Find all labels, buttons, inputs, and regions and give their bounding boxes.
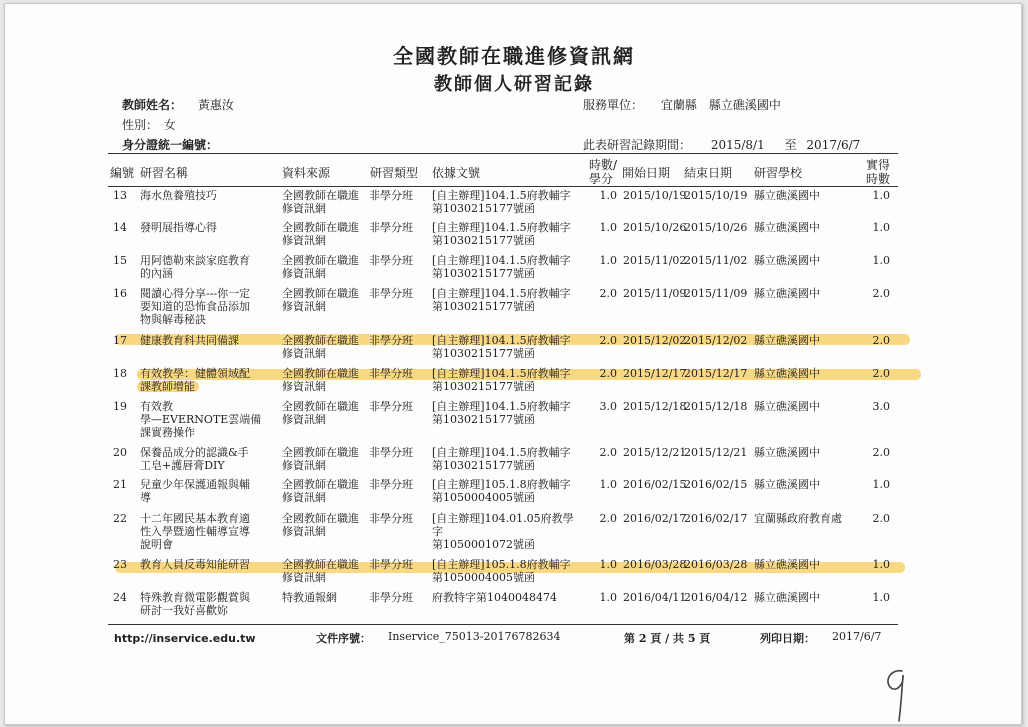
record-title: [140, 478, 278, 504]
record-source-line: 修資訊網: [282, 300, 326, 313]
record-type: 非學分班: [369, 446, 413, 459]
record-doc-number-line: 第1030215177號函: [432, 300, 535, 313]
record-doc-number-line: 第1050004005號函: [432, 491, 535, 504]
record-earned-hours: 1.0: [872, 478, 890, 491]
record-title-line: 海水魚養殖技巧: [140, 189, 217, 202]
footer-rule: [108, 624, 898, 625]
record-type: 非學分班: [369, 400, 413, 413]
service-unit: [583, 96, 781, 113]
record-source: [282, 189, 366, 215]
period-to: 2017/6/7: [806, 138, 861, 152]
record-source-line: 修資訊網: [282, 571, 326, 584]
col-header-earned: [866, 158, 890, 186]
record-start-date: 2015/11/09: [623, 287, 687, 300]
record-doc-number-line: 第1030215177號函: [432, 413, 535, 426]
record-title-line: 十二年國民基本教育適: [140, 512, 250, 525]
record-title: [140, 591, 278, 617]
record-end-date: 2016/02/15: [684, 478, 748, 491]
record-start-date: 2015/12/18: [623, 400, 687, 413]
record-end-date: 2015/10/26: [684, 221, 748, 234]
record-number: 23: [113, 558, 127, 571]
record-source: [282, 558, 366, 584]
record-doc-number-line: [自主辦理]104.1.5府教輔字: [432, 189, 571, 202]
record-doc-number-line: 第1030215177號函: [432, 380, 535, 393]
record-doc-number-line: [自主辦理]104.1.5府教輔字: [432, 334, 571, 347]
record-title: [140, 221, 278, 234]
record-earned-hours: 2.0: [872, 287, 890, 300]
record-doc-number: [432, 512, 582, 551]
record-title-line: 物與解毒秘訣: [140, 313, 206, 326]
record-start-date: 2015/12/21: [623, 446, 687, 459]
record-source-line: 全國教師在職進: [282, 512, 359, 525]
record-title: [140, 254, 278, 280]
record-doc-number: [432, 221, 582, 247]
record-title-line: 課實務操作: [140, 426, 195, 439]
record-hours: 2.0: [599, 446, 617, 459]
record-hours: 1.0: [599, 591, 617, 604]
record-earned-hours: 2.0: [872, 367, 890, 380]
col-header-school: 研習學校: [754, 166, 803, 180]
record-number: 24: [113, 591, 127, 604]
period-label: 此表研習記錄期間：: [583, 138, 692, 152]
record-school: 縣立礁溪國中: [754, 189, 820, 202]
record-doc-number-line: 第1030215177號函: [432, 459, 535, 472]
record-school: 縣立礁溪國中: [754, 591, 820, 604]
record-title-line: 教育人員反毒知能研習: [140, 558, 250, 571]
record-source-line: 全國教師在職進: [282, 189, 359, 202]
record-title-line: 有效教學：健體領域配: [140, 367, 250, 380]
record-title-line: 要知道的恐怖食品添加: [140, 300, 250, 313]
record-doc-number-line: 第1030215177號函: [432, 234, 535, 247]
col-header-hours-line1: 時數/: [589, 158, 618, 172]
record-source-line: 修資訊網: [282, 525, 326, 538]
record-title-line: 健康教育科共同備課: [140, 334, 239, 347]
record-title: [140, 189, 278, 202]
record-source-line: 修資訊網: [282, 267, 326, 280]
record-hours: 2.0: [599, 334, 617, 347]
record-end-date: 2015/10/19: [684, 189, 748, 202]
record-title-line: 性入學暨適性輔導宣導: [140, 525, 250, 538]
record-doc-number-line: 第1050001072號函: [432, 538, 535, 551]
record-end-date: 2015/12/18: [684, 400, 748, 413]
record-number: 16: [113, 287, 127, 300]
record-school: 縣立礁溪國中: [754, 558, 820, 571]
header-bottom-rule: [108, 186, 898, 187]
record-source: [282, 400, 366, 426]
record-title-line: 閱讀心得分享---你一定: [140, 287, 251, 300]
record-doc-number-line: 第1050004005號函: [432, 571, 535, 584]
record-earned-hours: 2.0: [872, 512, 890, 525]
record-title: [140, 512, 278, 551]
record-type: 非學分班: [369, 512, 413, 525]
record-type: 非學分班: [369, 221, 413, 234]
period-from: 2015/8/1: [710, 138, 765, 152]
col-header-hours: [589, 158, 617, 186]
record-title-line: 課教師增能: [140, 380, 195, 393]
col-header-no: 編號: [110, 166, 135, 180]
record-number: 18: [113, 367, 127, 380]
record-period: [583, 136, 860, 153]
record-earned-hours: 1.0: [872, 591, 890, 604]
record-start-date: 2016/03/28: [623, 558, 687, 571]
record-source: [282, 334, 366, 360]
footer-page: 第 2 頁 / 共 5 頁: [624, 632, 711, 645]
footer-url: http://inservice.edu.tw: [114, 632, 256, 645]
record-school: 縣立礁溪國中: [754, 221, 820, 234]
record-end-date: 2015/12/17: [684, 367, 748, 380]
record-title-line: 工皂+護唇膏DIY: [140, 459, 225, 472]
record-end-date: 2015/12/21: [684, 446, 748, 459]
record-earned-hours: 1.0: [872, 254, 890, 267]
gender-value: 女: [163, 118, 176, 132]
service-unit-label: 服務單位：: [583, 98, 644, 112]
record-start-date: 2016/04/11: [623, 591, 687, 604]
record-hours: 1.0: [599, 478, 617, 491]
record-source-line: 修資訊網: [282, 202, 326, 215]
record-end-date: 2015/12/02: [684, 334, 748, 347]
col-header-start: 開始日期: [622, 166, 671, 180]
record-start-date: 2015/10/19: [623, 189, 687, 202]
document-subtitle: 教師個人研習記錄: [434, 74, 594, 95]
record-school: 縣立礁溪國中: [754, 400, 820, 413]
document-title: 全國教師在職進修資訊網: [393, 44, 635, 68]
teacher-name-label: 教師姓名：: [122, 98, 183, 112]
record-school: 縣立礁溪國中: [754, 367, 820, 380]
record-doc-number-line: 第1030215177號函: [432, 202, 535, 215]
record-title-line: 研討一我好喜歡妳: [140, 604, 228, 617]
record-number: 15: [113, 254, 127, 267]
handwritten-page-number: [872, 665, 922, 725]
record-doc-number-line: [自主辦理]104.1.5府教輔字: [432, 287, 571, 300]
record-source: [282, 591, 366, 604]
record-earned-hours: 2.0: [872, 334, 890, 347]
col-header-hours-line2: 學分: [589, 172, 614, 186]
record-number: 20: [113, 446, 127, 459]
record-title-line: 說明會: [140, 538, 173, 551]
record-school: 宜蘭縣政府教育處: [754, 512, 842, 525]
record-type: 非學分班: [369, 478, 413, 491]
record-doc-number: [432, 478, 582, 504]
record-source: [282, 367, 366, 393]
record-doc-number: [432, 334, 582, 360]
gender-label: 性別：: [122, 118, 159, 132]
record-earned-hours: 1.0: [872, 221, 890, 234]
record-start-date: 2016/02/15: [623, 478, 687, 491]
record-end-date: 2016/04/12: [684, 591, 748, 604]
record-hours: 1.0: [599, 221, 617, 234]
record-source-line: 修資訊網: [282, 380, 326, 393]
record-title-line: 兒童少年保護通報與輔: [140, 478, 250, 491]
record-earned-hours: 3.0: [872, 400, 890, 413]
id-number-label: 身分證統一編號：: [122, 138, 219, 152]
record-start-date: 2015/10/26: [623, 221, 687, 234]
record-title-line: 特殊教育微電影觀賞與: [140, 591, 250, 604]
col-header-earned-line1: 實得: [866, 158, 891, 172]
record-number: 13: [113, 189, 127, 202]
record-title-line: 保養品成分的認識&手: [140, 446, 249, 459]
record-start-date: 2015/12/17: [623, 367, 687, 380]
record-doc-number: [432, 367, 582, 393]
record-start-date: 2015/12/02: [623, 334, 687, 347]
col-header-name: 研習名稱: [140, 166, 189, 180]
record-doc-number-line: [自主辦理]104.1.5府教輔字: [432, 221, 571, 234]
record-title-line: 的內涵: [140, 267, 173, 280]
record-doc-number: [432, 558, 582, 584]
record-title-line: 導: [140, 491, 151, 504]
record-end-date: 2015/11/09: [684, 287, 748, 300]
record-type: 非學分班: [369, 558, 413, 571]
record-hours: 1.0: [599, 189, 617, 202]
record-type: 非學分班: [369, 591, 413, 604]
col-header-type: 研習類型: [370, 166, 419, 180]
record-source-line: 全國教師在職進: [282, 478, 359, 491]
record-type: 非學分班: [369, 254, 413, 267]
record-doc-number: [432, 446, 582, 472]
record-title-line: 用阿德勒來談家庭教育: [140, 254, 250, 267]
record-doc-number-line: [自主辦理]104.1.5府教輔字: [432, 367, 571, 380]
record-source-line: 全國教師在職進: [282, 334, 359, 347]
record-doc-number-line: 第1030215177號函: [432, 347, 535, 360]
gender: [122, 116, 176, 133]
col-header-earned-line2: 時數: [866, 172, 891, 186]
record-source: [282, 446, 366, 472]
record-hours: 3.0: [599, 400, 617, 413]
record-source-line: 全國教師在職進: [282, 254, 359, 267]
record-doc-number: [432, 400, 582, 426]
footer-print-label: 列印日期：: [760, 632, 815, 645]
record-source-line: 全國教師在職進: [282, 558, 359, 571]
record-number: 19: [113, 400, 127, 413]
record-title: [140, 558, 278, 571]
record-doc-number: [432, 591, 582, 604]
record-earned-hours: 1.0: [872, 558, 890, 571]
record-doc-number-line: [自主辦理]104.01.05府教學字: [432, 512, 574, 538]
record-source: [282, 221, 366, 247]
record-start-date: 2015/11/02: [623, 254, 687, 267]
record-source-line: 全國教師在職進: [282, 446, 359, 459]
record-source-line: 全國教師在職進: [282, 287, 359, 300]
col-header-source: 資料來源: [282, 166, 331, 180]
record-source-line: 修資訊網: [282, 413, 326, 426]
record-hours: 2.0: [599, 287, 617, 300]
teacher-name: [122, 96, 234, 113]
record-number: 22: [113, 512, 127, 525]
record-source-line: 全國教師在職進: [282, 221, 359, 234]
col-header-end: 結束日期: [684, 166, 733, 180]
record-end-date: 2016/02/17: [684, 512, 748, 525]
record-doc-number-line: [自主辦理]105.1.8府教輔字: [432, 478, 571, 491]
record-source-line: 全國教師在職進: [282, 367, 359, 380]
record-source-line: 修資訊網: [282, 459, 326, 472]
record-earned-hours: 2.0: [872, 446, 890, 459]
record-doc-number: [432, 287, 582, 313]
record-source: [282, 478, 366, 504]
record-source: [282, 287, 366, 313]
record-title-line: 有效教: [140, 400, 173, 413]
service-unit-value: 宜蘭縣 縣立礁溪國中: [660, 98, 781, 112]
record-start-date: 2016/02/17: [623, 512, 687, 525]
record-source-line: 修資訊網: [282, 347, 326, 360]
record-source: [282, 254, 366, 280]
record-earned-hours: 1.0: [872, 189, 890, 202]
record-doc-number-line: 府教特字第1040048474: [432, 591, 557, 604]
record-number: 14: [113, 221, 127, 234]
record-doc-number: [432, 254, 582, 280]
period-to-word: 至: [784, 138, 797, 152]
col-header-doc: 依據文號: [432, 166, 481, 180]
record-type: 非學分班: [369, 367, 413, 380]
record-doc-number-line: [自主辦理]104.1.5府教輔字: [432, 400, 571, 413]
record-doc-number-line: 第1030215177號函: [432, 267, 535, 280]
record-doc-number-line: [自主辦理]104.1.5府教輔字: [432, 254, 571, 267]
record-title: [140, 446, 278, 472]
record-school: 縣立礁溪國中: [754, 478, 820, 491]
record-school: 縣立礁溪國中: [754, 446, 820, 459]
record-school: 縣立礁溪國中: [754, 334, 820, 347]
record-hours: 2.0: [599, 367, 617, 380]
record-type: 非學分班: [369, 287, 413, 300]
record-number: 17: [113, 334, 127, 347]
record-title-line: 發明展指導心得: [140, 221, 217, 234]
record-title: [140, 334, 278, 347]
record-source-line: 修資訊網: [282, 491, 326, 504]
record-title-line: 學—EVERNOTE雲端備: [140, 413, 262, 426]
teacher-name-value: 黃惠汝: [197, 98, 234, 112]
record-doc-number: [432, 189, 582, 215]
record-school: 縣立礁溪國中: [754, 254, 820, 267]
record-hours: 1.0: [599, 254, 617, 267]
record-title: [140, 367, 278, 393]
record-school: 縣立礁溪國中: [754, 287, 820, 300]
id-number: [122, 136, 218, 153]
record-source: [282, 512, 366, 538]
record-end-date: 2016/03/28: [684, 558, 748, 571]
record-end-date: 2015/11/02: [684, 254, 748, 267]
record-type: 非學分班: [369, 189, 413, 202]
footer-serial-label: 文件序號：: [316, 632, 371, 645]
record-doc-number-line: [自主辦理]105.1.8府教輔字: [432, 558, 571, 571]
record-source-line: 修資訊網: [282, 234, 326, 247]
record-hours: 2.0: [599, 512, 617, 525]
record-type: 非學分班: [369, 334, 413, 347]
record-title: [140, 287, 278, 326]
record-source-line: 全國教師在職進: [282, 400, 359, 413]
footer-print-date: 2017/6/7: [832, 630, 882, 643]
record-title: [140, 400, 278, 439]
record-doc-number-line: [自主辦理]104.1.5府教輔字: [432, 446, 571, 459]
header-top-rule: [108, 153, 898, 154]
record-number: 21: [113, 478, 127, 491]
footer-serial-value: Inservice_75013-20176782634: [388, 630, 561, 643]
record-source-line: 特教通報網: [282, 591, 337, 604]
record-hours: 1.0: [599, 558, 617, 571]
